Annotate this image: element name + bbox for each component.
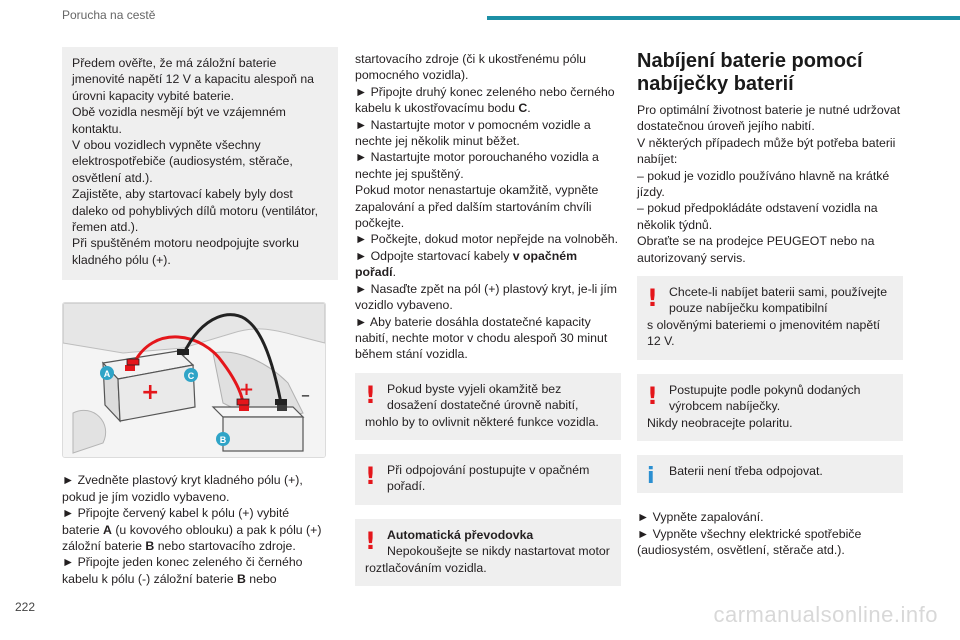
- note-line: pouze nabíječku kompatibilní: [669, 301, 828, 316]
- warning-icon: !: [647, 381, 658, 410]
- label-c: C: [187, 371, 195, 382]
- text-line: nechte jej spuštěný.: [355, 166, 464, 181]
- column-right: [637, 47, 903, 559]
- text-line: ► Vypněte všechny elektrické spotřebiče: [637, 526, 862, 541]
- note-line: pořadí.: [387, 479, 426, 494]
- text-line: ► Připojte červený kabel k pólu (+) vybité: [62, 506, 290, 521]
- text-run: kabelu k ukostřovacímu bodu: [355, 101, 519, 116]
- text-line: ► Nasaďte zpět na pól (+) plastový kryt, je-li jím: [355, 281, 617, 296]
- page-number: 222: [15, 600, 36, 614]
- text-line: dostatečnou úroveň jejího nabití.: [637, 119, 815, 134]
- warning-note: [355, 454, 621, 505]
- text-line: kontaktu.: [72, 121, 122, 136]
- text-run: .: [527, 101, 531, 116]
- text-line: úrovni kapacity vybité baterie.: [72, 88, 234, 103]
- bold-ref: pořadí: [355, 265, 393, 280]
- warning-icon: !: [365, 380, 376, 409]
- text-line: nechte jej několik minut běžet.: [355, 134, 520, 149]
- text-line: elektrospotřebiče (audiosystém, stěrače,: [72, 154, 293, 169]
- minus-sign: –: [301, 385, 310, 407]
- text-line: ► Nastartujte motor v pomocném vozidle a: [355, 117, 591, 132]
- text-run: ► Odpojte startovací kabely: [355, 248, 513, 263]
- info-note: [637, 455, 903, 493]
- column-left: [62, 47, 338, 587]
- text-line: ► Aby baterie dosáhla dostatečné kapacity: [355, 314, 591, 329]
- header-accent-bar: [487, 16, 960, 20]
- note-line: mohlo by to ovlivnit některé funkce vozidla.: [365, 414, 599, 429]
- text-run: nebo startovacího zdroje.: [154, 538, 296, 553]
- text-line: pokud je jím vozidlo vybaveno.: [62, 489, 230, 504]
- precaution-box: [62, 47, 338, 280]
- label-b: B: [219, 435, 227, 446]
- warning-icon: !: [365, 461, 376, 490]
- charging-steps: [637, 509, 903, 558]
- text-line: Obraťte se na prodejce PEUGEOT nebo na: [637, 234, 875, 249]
- text-line: ► Vypněte zapalování.: [637, 510, 764, 525]
- text-line: Předem ověřte, že má záložní baterie: [72, 56, 277, 70]
- warning-note: [637, 374, 903, 441]
- note-line: Při odpojování postupujte v opačném: [387, 462, 590, 477]
- text-line: jízdy.: [637, 185, 665, 200]
- heading-line: Nabíjení baterie pomocí: [637, 50, 863, 72]
- battery-jump-start-illustration: [62, 302, 326, 458]
- text-line: Obě vozidla nesmějí být ve vzájemném: [72, 105, 286, 120]
- bold-ref: B: [236, 571, 246, 586]
- warning-note: [355, 519, 621, 586]
- text-line: zapalování a před dalším startováním chvíli: [355, 199, 592, 214]
- text-line: [355, 100, 621, 116]
- text-line: V některých případech může být potřeba baterii: [637, 135, 896, 150]
- text-line: ► Zvedněte plastový kryt kladného pólu (+),: [62, 473, 303, 488]
- bold-ref: A: [103, 522, 112, 537]
- text-line: během stání vozidla.: [355, 347, 468, 362]
- note-line: Nepokoušejte se nikdy nastartovat motor: [387, 544, 610, 559]
- procedure-text: [355, 51, 621, 363]
- text-line: nabití, nechte motor v chodu alespoň 30 minut: [355, 330, 608, 345]
- text-line: V obou vozidlech vypněte všechny: [72, 138, 261, 153]
- heading-line: nabíječky baterií: [637, 73, 794, 95]
- text-line: ► Připojte druhý konec zeleného nebo černého: [355, 84, 615, 99]
- text-line: daleko od pohyblivých dílů motoru (ventilátor,: [72, 203, 319, 218]
- column-middle: [355, 47, 621, 586]
- text-line: [62, 538, 338, 554]
- bold-ref: v opačném: [512, 248, 578, 263]
- text-run: záložní baterie: [62, 538, 146, 553]
- text-line: Pokud motor nenastartuje okamžitě, vypněte: [355, 183, 599, 198]
- plus-sign: +: [239, 379, 255, 401]
- text-line: Pro optimální životnost baterie je nutné udržovat: [637, 103, 901, 117]
- text-line: [62, 571, 338, 587]
- text-line: Při spuštěném motoru neodpojujte svorku: [72, 236, 299, 251]
- label-a: A: [103, 369, 111, 380]
- bold-ref: B: [145, 538, 155, 553]
- text-run: baterie: [62, 522, 104, 537]
- text-line: autorizovaný servis.: [637, 250, 746, 265]
- note-line: dosažení dostatečné úrovně nabití,: [387, 398, 579, 413]
- text-line: [62, 522, 338, 538]
- text-line: počkejte.: [355, 216, 405, 231]
- text-line: jmenovité napětí 12 V a kapacitu alespoň na: [72, 72, 315, 87]
- note-line: Nikdy neobracejte polaritu.: [647, 415, 793, 430]
- text-line: ► Nastartujte motor porouchaného vozidla a: [355, 150, 599, 165]
- note-line: Chcete-li nabíjet baterii sami, používejte: [669, 285, 888, 300]
- text-line: řemen atd.).: [72, 220, 139, 235]
- text-line: [355, 248, 621, 264]
- note-line: 12 V.: [647, 334, 675, 349]
- note-line: Postupujte podle pokynů dodaných: [669, 382, 861, 397]
- text-line: (audiosystém, osvětlení, stěrače atd.).: [637, 543, 845, 558]
- bold-ref: C: [518, 101, 528, 116]
- jump-start-diagram: [63, 303, 325, 457]
- text-line: ► Počkejte, dokud motor nepřejde na volnoběh.: [355, 232, 619, 247]
- text-line: ► Připojte jeden konec zeleného či černého: [62, 555, 303, 570]
- svg-text:+: +: [141, 380, 160, 406]
- intro-text: [637, 102, 903, 266]
- text-line: osvětlení atd.).: [72, 170, 153, 185]
- info-icon: i: [647, 463, 655, 489]
- connection-steps: [62, 472, 338, 587]
- text-line: – pokud předpokládáte odstavení vozidla na: [637, 201, 878, 216]
- text-line: – pokud je vozidlo používáno hlavně na krátké: [637, 168, 890, 183]
- warning-icon: !: [365, 526, 376, 555]
- note-line: Baterii není třeba odpojovat.: [669, 463, 823, 478]
- section-heading: [637, 50, 903, 96]
- text-line: vozidlo vybaveno.: [355, 298, 453, 313]
- warning-icon: !: [647, 284, 658, 313]
- warning-note: [355, 373, 621, 440]
- note-line: s olověnými bateriemi o jmenovitém napětí: [647, 317, 881, 332]
- warning-note: [637, 276, 903, 360]
- note-title: Automatická převodovka: [387, 527, 534, 542]
- text-run: .: [392, 265, 396, 280]
- text-line: několik týdnů.: [637, 217, 713, 232]
- watermark: carmanualsonline.info: [713, 602, 938, 627]
- section-title: Porucha na cestě: [62, 8, 156, 22]
- text-run: kabelu k pólu (-) záložní baterie: [62, 571, 237, 586]
- note-line: Pokud byste vyjeli okamžitě bez: [387, 381, 562, 396]
- text-line: Zajistěte, aby startovací kabely byly dost: [72, 187, 293, 202]
- text-line: nabíjet:: [637, 152, 678, 167]
- note-line: roztlačováním vozidla.: [365, 560, 487, 575]
- text-line: startovacího zdroje (či k ukostřenému pólu: [355, 52, 587, 66]
- text-run: nebo: [245, 571, 277, 586]
- text-run: (u kovového oblouku) a pak k pólu (+): [111, 522, 322, 537]
- note-line: výrobcem nabíječky.: [669, 399, 781, 414]
- text-line: pomocného vozidla).: [355, 68, 469, 83]
- text-line: [355, 264, 621, 280]
- text-line: kladného pólu (+).: [72, 252, 171, 267]
